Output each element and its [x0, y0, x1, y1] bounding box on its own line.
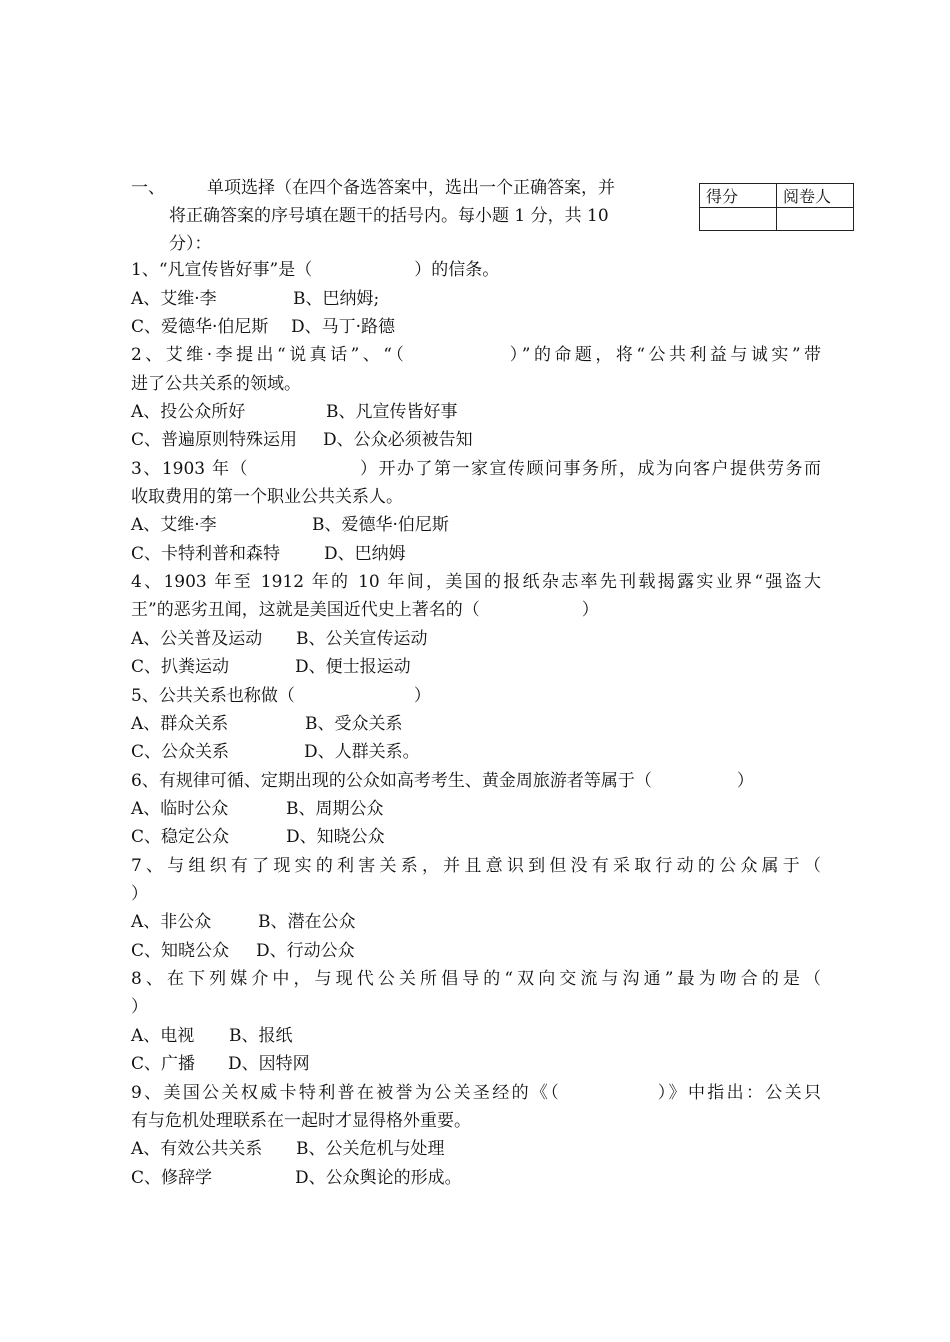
question-4-stem-line-1: 4、1903 年至 1912 年的 10 年间，美国的报纸杂志率先刊载揭露实业界“强盗大 [131, 572, 821, 592]
question-1-option-d: D、马丁·路德 [291, 317, 396, 337]
section-title-line-3: 分）： [169, 234, 212, 254]
question-7-stem-line-1: 7、与组织有了现实的利害关系，并且意识到但没有采取行动的公众属于（ [131, 856, 821, 876]
question-2-option-c: C、普遍原则特殊运用 [131, 430, 298, 450]
question-5-option-c: C、公众关系 [131, 742, 230, 762]
question-5-stem: 5、公共关系也称做（ ） [131, 686, 431, 706]
question-2-stem-line-1: 2、艾维·李提出“说真话”、“（ ）”的命题，将“公共利益与诚实”带 [131, 345, 821, 365]
question-9-stem-line-1: 9、美国公关权威卡特利普在被誉为公关圣经的《（ ）》中指出：公关只 [131, 1083, 821, 1103]
question-5-option-d: D、人群关系。 [304, 742, 420, 762]
question-4-option-a: A、公关普及运动 [131, 629, 263, 649]
question-2-option-d: D、公众必须被告知 [323, 430, 473, 450]
question-8-option-a: A、电视 [131, 1026, 195, 1046]
grader-header: 阅卷人 [777, 184, 854, 208]
question-9-option-a: A、有效公共关系 [131, 1139, 263, 1159]
question-4-option-d: D、便士报运动 [295, 657, 411, 677]
question-9-option-c: C、修辞学 [131, 1168, 213, 1188]
question-3-stem-line-1: 3、1903 年（ ）开办了第一家宣传顾问事务所，成为向客户提供劳务而 [131, 459, 821, 479]
question-6-stem: 6、有规律可循、定期出现的公众如高考考生、黄金周旅游者等属于（ ） [131, 771, 754, 791]
question-4-option-b: B、公关宣传运动 [296, 629, 428, 649]
question-8-option-b: B、报纸 [229, 1026, 293, 1046]
question-3-option-d: D、巴纳姆 [324, 544, 406, 564]
section-number: 一、 [131, 178, 165, 198]
question-1-option-c: C、爱德华·伯尼斯 [131, 317, 269, 337]
question-7-option-b: B、潜在公众 [258, 912, 356, 932]
section-title-line-2: 将正确答案的序号填在题干的括号内。每小题 1 分，共 10 [169, 206, 609, 226]
question-7-option-a: A、非公众 [131, 912, 212, 932]
section-title-line-1: 单项选择（在四个备选答案中，选出一个正确答案，并 [207, 178, 615, 198]
question-8-stem-line-1: 8、在下列媒介中，与现代公关所倡导的“双向交流与沟通”最为吻合的是（ [131, 969, 821, 989]
question-4-option-c: C、扒粪运动 [131, 657, 230, 677]
question-1-stem: 1、“凡宣传皆好事”是（ ）的信条。 [131, 260, 500, 280]
question-6-option-a: A、临时公众 [131, 799, 229, 819]
question-2-option-a: A、投公众所好 [131, 402, 246, 422]
question-7-stem-line-2: ） [131, 884, 148, 904]
question-3-option-a: A、艾维·李 [131, 515, 217, 535]
question-3-stem-line-2: 收取费用的第一个职业公共关系人。 [131, 487, 403, 507]
question-9-option-b: B、公关危机与处理 [296, 1139, 445, 1159]
grader-cell[interactable] [777, 208, 854, 231]
score-cell[interactable] [700, 208, 777, 231]
section-heading [169, 174, 672, 258]
question-3-option-b: B、爱德华·伯尼斯 [312, 515, 449, 535]
question-1-option-a: A、艾维·李 [131, 289, 217, 309]
question-6-option-d: D、知晓公众 [286, 827, 385, 847]
question-7-option-c: C、知晓公众 [131, 941, 230, 961]
question-6-option-b: B、周期公众 [286, 799, 384, 819]
question-1-option-b: B、巴纳姆; [293, 289, 380, 309]
question-8-option-d: D、因特网 [228, 1054, 310, 1074]
question-8-option-c: C、广播 [131, 1054, 196, 1074]
question-2-option-b: B、凡宣传皆好事 [326, 402, 458, 422]
score-table [699, 183, 854, 231]
question-8-stem-line-2: ） [131, 997, 148, 1017]
question-4-stem-line-2: 王”的恶劣丑闻，这就是美国近代史上著名的（ ） [131, 600, 599, 620]
question-7-option-d: D、行动公众 [256, 941, 355, 961]
question-6-option-c: C、稳定公众 [131, 827, 230, 847]
question-5-option-b: B、受众关系 [305, 714, 403, 734]
question-5-option-a: A、群众关系 [131, 714, 229, 734]
question-3-option-c: C、卡特利普和森特 [131, 544, 281, 564]
score-header: 得分 [700, 184, 777, 208]
question-9-option-d: D、公众舆论的形成。 [295, 1168, 462, 1188]
question-2-stem-line-2: 进了公共关系的领域。 [131, 374, 301, 394]
question-9-stem-line-2: 有与危机处理联系在一起时才显得格外重要。 [131, 1111, 471, 1131]
